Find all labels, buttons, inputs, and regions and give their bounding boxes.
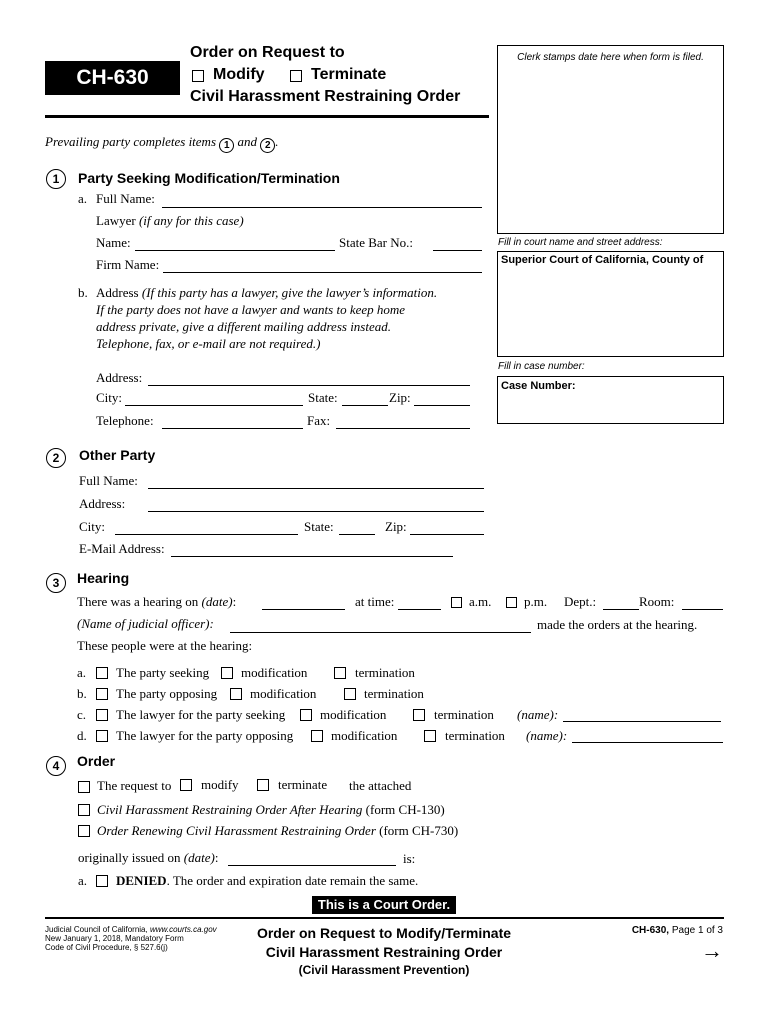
footer-subtitle: (Civil Harassment Prevention) [298,963,470,977]
s3-row-a-letter: a. [77,665,87,680]
s1-address-note-1: (If this party has a lawyer, give the lawyer’s information. [141,285,438,300]
clerk-stamp-box[interactable] [497,45,724,234]
s3-row-b-letter: b. [77,686,87,701]
s4-orig-issued [78,850,218,866]
intro-line [45,134,279,151]
s4-orig-issued-text: originally issued on [78,850,181,865]
s3-date-colon: : [232,594,237,609]
s3-time-field[interactable] [398,609,441,610]
s4-denied-label: DENIED [116,873,167,888]
s3-am-checkbox[interactable] [451,597,462,608]
s4-ch730-title: Order Renewing Civil Harassment Restraining Order [97,823,376,838]
s2-address-label: Address: [79,496,126,511]
s1-city-label: City: [96,390,123,405]
s2-address-field[interactable] [148,511,484,512]
s3-room-label: Room: [639,594,675,609]
next-page-arrow-icon[interactable]: → [701,938,723,963]
s3-row-d-term-label: termination [445,728,505,743]
s3-row-c-letter: c. [77,707,87,722]
s3-row-a-term-checkbox[interactable] [334,667,346,679]
s4-modify-checkbox[interactable] [180,779,192,791]
s4-ch730-checkbox[interactable] [78,825,90,837]
s3-row-d-letter: d. [77,728,87,743]
s2-email-field[interactable] [171,556,453,557]
section-1-number: 1 [46,169,66,189]
s3-row-b-checkbox[interactable] [96,688,108,700]
s3-pm-checkbox[interactable] [506,597,517,608]
clerk-stamp-note: Clerk stamps date here when form is filed. [517,52,704,63]
s3-date-label: (date) [201,594,233,609]
s2-zip-label: Zip: [385,519,407,534]
footer-line3: Code of Civil Procedure, § 527.6(j) [45,943,168,952]
court-name-box[interactable] [497,251,724,357]
item-2-marker: 2 [260,138,275,153]
section-1-title: Party Seeking Modification/Termination [78,170,340,186]
s4-modify-label: modify [201,777,239,792]
item-1-marker: 1 [219,138,234,153]
s1-zip-label: Zip: [389,390,411,405]
s1-address-note-4: Telephone, fax, or e-mail are not required.) [96,336,321,351]
s4-ch130-num: (form CH-130) [365,802,445,817]
s1-state-bar-field[interactable] [433,250,482,251]
case-label: Case Number: [501,380,576,392]
court-order-banner: This is a Court Order. [312,896,456,914]
s4-ch130-label [97,802,445,818]
s1-address-field[interactable] [148,385,470,386]
footer-page-number: Page 1 of 3 [671,925,723,936]
intro-text: Prevailing party completes items [45,134,217,149]
s3-row-d-name-label: (name): [526,728,568,743]
footer-rule [45,917,724,919]
intro-end: . [275,134,279,149]
s3-dept-field[interactable] [603,609,639,610]
s4-ch130-title: Civil Harassment Restraining Order After Hearing [97,802,363,817]
s1-lawyer-note: (if any for this case) [138,213,244,228]
terminate-label: Terminate [311,66,387,83]
s3-row-a-text: The party seeking [116,665,210,680]
s3-hearing-text: There was a hearing on [77,594,199,609]
modify-checkbox[interactable] [192,70,204,82]
s1-address-heading [96,285,437,301]
s2-full-name-label: Full Name: [79,473,138,488]
s3-row-d-name-field[interactable] [572,742,723,743]
s1-zip-field[interactable] [414,405,470,406]
s1-firm-name-label: Firm Name: [96,257,160,272]
s1-fax-field[interactable] [336,428,470,429]
footer-page-info [600,925,723,936]
s4-date-colon: : [214,850,219,865]
s3-row-a-mod-label: modification [241,665,308,680]
s3-row-c-checkbox[interactable] [96,709,108,721]
s4-terminate-checkbox[interactable] [257,779,269,791]
s3-hearing-on [77,594,236,610]
s1-state-label: State: [308,390,338,405]
s3-row-d-mod-checkbox[interactable] [311,730,323,742]
form-number-badge: CH-630 [45,61,180,95]
s3-row-d-mod-label: modification [331,728,398,743]
s1-lawyer: Lawyer [96,213,136,228]
footer-link[interactable]: www.courts.ca.gov [149,925,217,934]
s1-a-letter: a. [78,191,88,206]
s4-request-to-label: The request to [97,778,172,793]
s3-row-c-text: The lawyer for the party seeking [116,707,286,722]
s3-row-b-text: The party opposing [116,686,218,701]
s1-full-name-field[interactable] [162,207,482,208]
intro-and: and [237,134,258,149]
s1-address-label: Address: [96,370,143,385]
section-3-title: Hearing [77,570,130,586]
s3-row-c-mod-checkbox[interactable] [300,709,312,721]
s2-state-label: State: [304,519,334,534]
s4-ch730-label [97,823,458,839]
section-3-number: 3 [46,573,66,593]
s4-orig-date-field[interactable] [228,865,396,866]
s1-city-field[interactable] [125,405,303,406]
section-2-title: Other Party [79,447,156,463]
s4-ch730-num: (form CH-730) [379,823,459,838]
s3-pm-label: p.m. [524,594,548,609]
footer-title-line2: Civil Harassment Restraining Order [265,944,503,960]
s2-email-label: E-Mail Address: [79,541,165,556]
s3-row-a-checkbox[interactable] [96,667,108,679]
s3-row-c-name-field[interactable] [563,721,721,722]
s3-row-a-term-label: termination [355,665,415,680]
footer-form-number: CH-630, [631,925,670,936]
footer-line2: New January 1, 2018, Mandatory Form [45,934,184,943]
s3-judicial-officer-field[interactable] [230,632,531,633]
s1-lawyer-label [96,213,244,229]
s4-attached-label: the attached [349,778,412,793]
s4-a-letter: a. [78,873,88,888]
footer-title-line1: Order on Request to Modify/Terminate [256,925,512,941]
s2-state-field[interactable] [339,534,375,535]
footer-line1 [45,925,217,934]
s1-address-title: Address [96,285,139,300]
s4-denied-line [116,873,418,889]
section-4-number: 4 [46,756,66,776]
s2-full-name-field[interactable] [148,488,484,489]
s4-denied-checkbox[interactable] [96,875,108,887]
terminate-checkbox[interactable] [290,70,302,82]
s1-address-note-2: If the party does not have a lawyer and wants to keep home [96,302,406,317]
case-note: Fill in case number: [498,361,585,372]
s3-room-field[interactable] [682,609,723,610]
s4-denied-rest: . The order and expiration date remain the same. [166,873,419,888]
form-title-line3: Civil Harassment Restraining Order [190,88,461,105]
s3-row-c-term-label: termination [434,707,494,722]
header-rule [45,115,489,118]
s3-row-b-term-checkbox[interactable] [344,688,356,700]
s4-terminate-label: terminate [278,777,328,792]
s1-lawyer-name-field[interactable] [135,250,335,251]
s1-state-field[interactable] [342,405,388,406]
s3-hearing-date-field[interactable] [262,609,345,610]
s3-row-d-term-checkbox[interactable] [424,730,436,742]
section-2-number: 2 [46,448,66,468]
s1-address-note-3: address private, give a different mailing address instead. [96,319,391,334]
s1-full-name-label: Full Name: [96,191,155,206]
s1-name-label: Name: [96,235,131,250]
s4-request-checkbox[interactable] [78,781,90,793]
modify-label: Modify [213,66,265,83]
s4-ch130-checkbox[interactable] [78,804,90,816]
s3-row-b-term-label: termination [364,686,424,701]
s3-people-label: These people were at the hearing: [77,638,253,653]
s3-row-c-mod-label: modification [320,707,387,722]
s1-telephone-field[interactable] [162,428,303,429]
s1-b-letter: b. [78,285,88,300]
s3-judicial-officer-label: (Name of judicial officer): [77,616,214,631]
s2-city-label: City: [79,519,106,534]
s3-row-d-checkbox[interactable] [96,730,108,742]
s1-state-bar-label: State Bar No.: [339,235,414,250]
court-label: Superior Court of California, County of [501,254,704,266]
s1-fax-label: Fax: [307,413,331,428]
s3-row-c-name-label: (name): [517,707,559,722]
section-4-title: Order [77,753,116,769]
s4-is-label: is: [403,851,416,866]
s2-city-field[interactable] [115,534,298,535]
s3-row-a-mod-checkbox[interactable] [221,667,233,679]
s3-dept-label: Dept.: [564,594,597,609]
footer-council: Judicial Council of California, [45,925,148,934]
s1-telephone-label: Telephone: [96,413,154,428]
s4-date-label: (date) [183,850,215,865]
s3-row-d-text: The lawyer for the party opposing [116,728,294,743]
s3-row-b-mod-checkbox[interactable] [230,688,242,700]
s1-firm-name-field[interactable] [163,272,482,273]
form-title-line1: Order on Request to [190,44,345,61]
s3-made-orders: made the orders at the hearing. [537,617,698,632]
s3-am-label: a.m. [469,594,492,609]
s2-zip-field[interactable] [410,534,484,535]
s3-row-b-mod-label: modification [250,686,317,701]
s3-row-c-term-checkbox[interactable] [413,709,425,721]
s3-at-time-label: at time: [355,594,395,609]
court-note: Fill in court name and street address: [498,237,663,248]
